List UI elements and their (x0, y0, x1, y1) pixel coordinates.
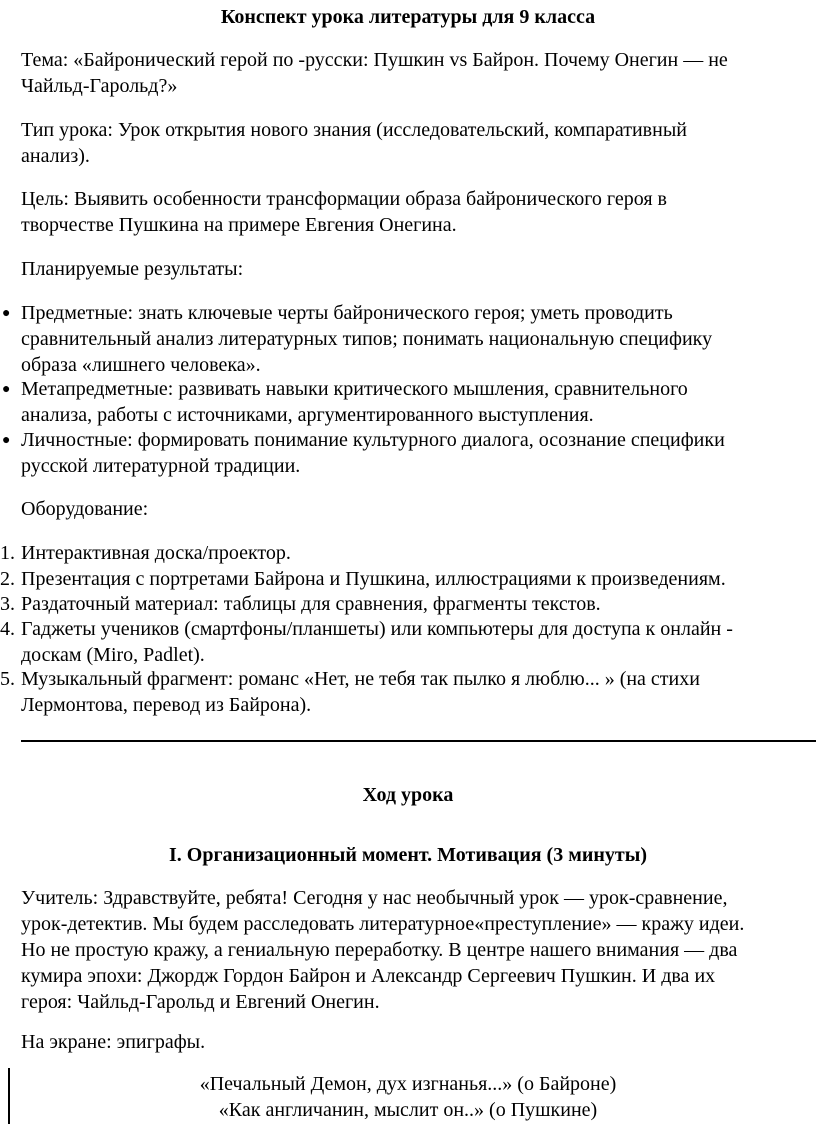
result-line: Предметные: знать ключевые черты байронического героя; уметь проводить (21, 302, 673, 324)
result-line: анализа, работы с источниками, аргументированного выступления. (21, 404, 594, 426)
result-line: сравнительный анализ литературных типов; понимать национальную специфику (21, 328, 713, 350)
equipment-line: Лермонтова, перевод из Байрона). (21, 694, 312, 716)
result-line: Метапредметные: развивать навыки критического мышления, сравнительного (21, 378, 688, 400)
section-divider (21, 740, 816, 742)
teacher-line: Учитель: Здравствуйте, ребята! Сегодня у нас необычный урок — урок-сравнение, (21, 887, 728, 909)
screen-note: На экране: эпиграфы. (21, 1031, 206, 1053)
goal-line: Цель: Выявить особенности трансформации образа байронического героя в (21, 188, 667, 210)
goal-line: творчестве Пушкина на примере Евгения Онегина. (21, 214, 457, 236)
document-title: Конспект урока литературы для 9 класса (220, 6, 596, 28)
equipment-line: Интерактивная доска/проектор. (21, 542, 291, 564)
list-number: 2. (0, 568, 15, 590)
teacher-line: Но не простую кражу, а гениальную переработку. В центре нашего внимания — два (21, 939, 738, 961)
equipment-line: Раздаточный материал: таблицы для сравнения, фрагменты текстов. (21, 593, 601, 615)
topic-line: Чайльд-Гарольд?» (21, 75, 178, 97)
teacher-line: героя: Чайльд-Гарольд и Евгений Онегин. (21, 991, 380, 1013)
bullet-icon: ● (2, 382, 11, 397)
teacher-line: урок-детектив. Мы будем расследовать литературное«преступление» — кражу идеи. (21, 913, 745, 935)
teacher-paragraph (21, 885, 816, 1015)
section-heading: I. Организационный момент. Мотивация (3 минуты) (169, 844, 647, 866)
list-number: 5. (0, 668, 15, 690)
result-line: русской литературной традиции. (21, 455, 301, 477)
goal-paragraph (21, 186, 816, 238)
equipment-line: Гаджеты учеников (смартфоны/планшеты) или компьютеры для доступа к онлайн - (21, 618, 733, 640)
results-heading: Планируемые результаты: (21, 258, 244, 280)
lesson-type-paragraph (21, 117, 816, 169)
equipment-line: доскам (Miro, Padlet). (21, 644, 205, 666)
epigraph: «Как англичанин, мыслит он..» (о Пушкине) (218, 1099, 598, 1121)
equipment-heading: Оборудование: (21, 498, 149, 520)
topic-line: Тема: «Байронический герой по -русски: Пушкин vs Байрон. Почему Онегин — не (21, 49, 728, 71)
equipment-line: Музыкальный фрагмент: романс «Нет, не тебя так пылко я люблю... » (на стихи (21, 668, 700, 690)
list-number: 1. (0, 542, 15, 564)
bullet-icon: ● (2, 433, 11, 448)
lesson-heading: Ход урока (362, 784, 454, 806)
equipment-line: Презентация с портретами Байрона и Пушкина, иллюстрациями к произведениям. (21, 568, 726, 590)
list-number: 4. (0, 618, 15, 640)
bullet-icon: ● (2, 306, 11, 321)
lesson-type-line: Тип урока: Урок открытия нового знания (исследовательский, компаративный (21, 119, 687, 141)
epigraph: «Печальный Демон, дух изгнанья...» (о Байроне) (199, 1073, 617, 1095)
topic-paragraph (21, 47, 816, 99)
teacher-line: кумира эпохи: Джордж Гордон Байрон и Александр Сергеевич Пушкин. И два их (21, 965, 716, 987)
epigraphs-block (0, 1071, 816, 1123)
result-line: Личностные: формировать понимание культурного диалога, осознание специфики (21, 429, 725, 451)
lesson-type-line: анализ). (21, 145, 90, 167)
result-line: образа «лишнего человека». (21, 354, 261, 376)
list-number: 3. (0, 593, 15, 615)
